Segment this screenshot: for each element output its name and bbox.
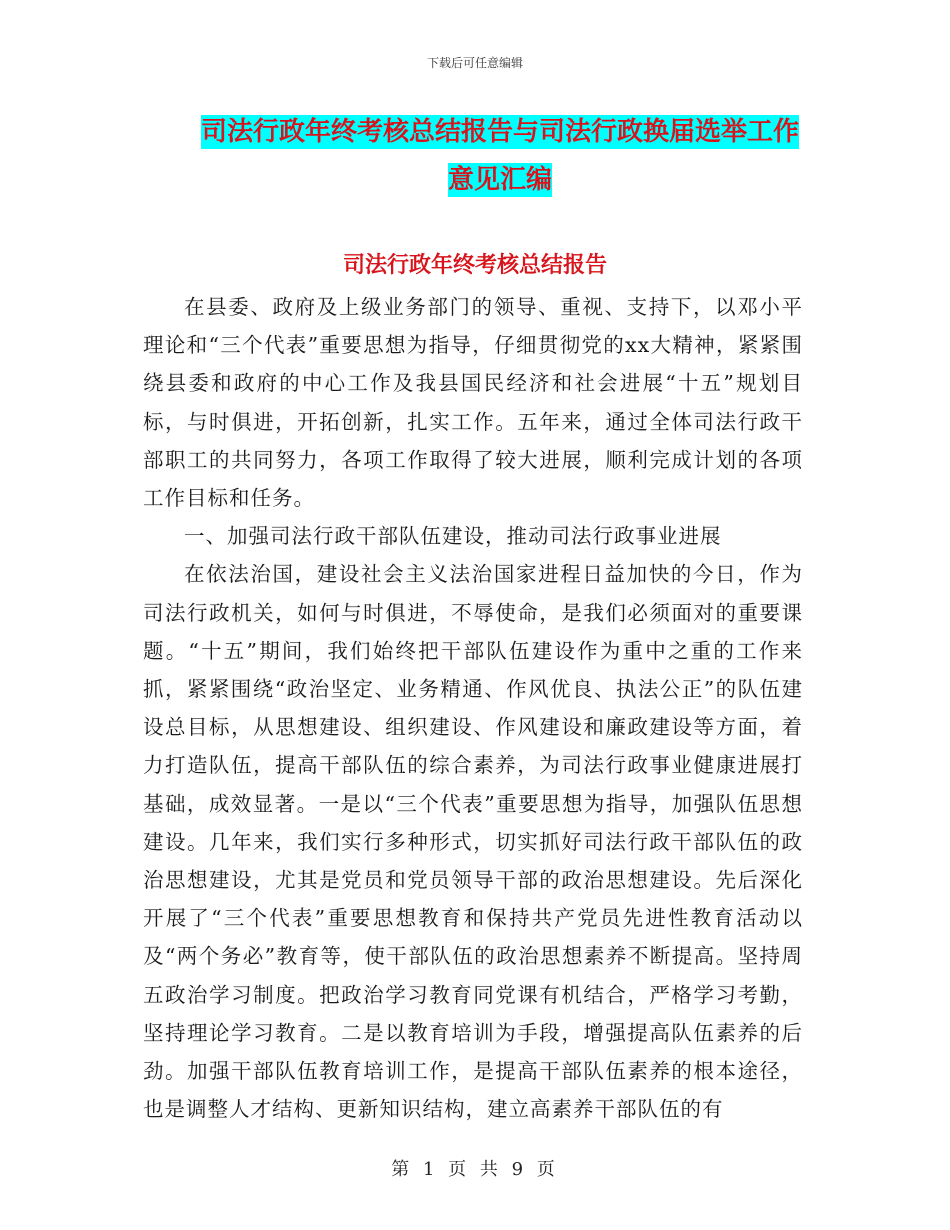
- paragraph-heading: 一、加强司法行政干部队伍建设，推动司法行政事业进展: [184, 524, 722, 549]
- paragraph: 在依法治国，建设社会主义法治国家进程日益加快的今日，作为司法行政机关，如何与时俱进，不辱使命，是我们必须面对的重要课题。“十五”期间，我们始终把干部队伍建设作为重中之重的工作来抓，紧紧围绕“政治坚定、业务精通、作风优良、执法公正”的队伍建设总目标，从思想建设、组织建设、作风建设和廉政建设等方面，着力打造队伍，提高干部队伍的综合素养，为司法行政事业健康进展打基础，成效显著。一是以“三个代表”重要思想为指导，加强队伍思想建设。几年来，我们实行多种形式，切实抓好司法行政干部队伍的政治思想建设，尤其是党员和党员领导干部的政治思想建设。先后深化开展了“三个代表”重要思想教育和保持共产党员先进性教育活动以及“两个务必”教育等，使干部队伍的政治思想素养不断提高。坚持周五政治学习制度。把政治学习教育同党课有机结合，严格学习考勤，坚持理论学习教育。二是以教育培训为手段，增强提高队伍素养的后劲。加强干部队伍教育培训工作，是提高干部队伍素养的根本途径，也是调整人才结构、更新知识结构，建立高素养干部队伍的有: [143, 562, 803, 1122]
- document-title: [180, 108, 820, 204]
- body-text: [143, 288, 803, 1128]
- document-title-line-2: 意见汇编: [447, 165, 552, 195]
- header-note: 下载后可任意编辑: [426, 56, 523, 70]
- section-title: 司法行政年终考核总结报告: [342, 252, 607, 278]
- document-title-line-1: 司法行政年终考核总结报告与司法行政换届选举工作: [200, 117, 799, 147]
- paragraph: 在县委、政府及上级业务部门的领导、重视、支持下，以邓小平理论和“三个代表”重要思想为指导，仔细贯彻党的xx大精神，紧紧围绕县委和政府的中心工作及我县国民经济和社会进展“十五”规划目标，与时俱进，开拓创新，扎实工作。五年来，通过全体司法行政干部职工的共同努力，各项工作取得了较大进展，顺利完成计划的各项工作目标和任务。: [143, 295, 803, 511]
- page-number-footer: 第 1 页 共 9 页: [391, 1159, 559, 1180]
